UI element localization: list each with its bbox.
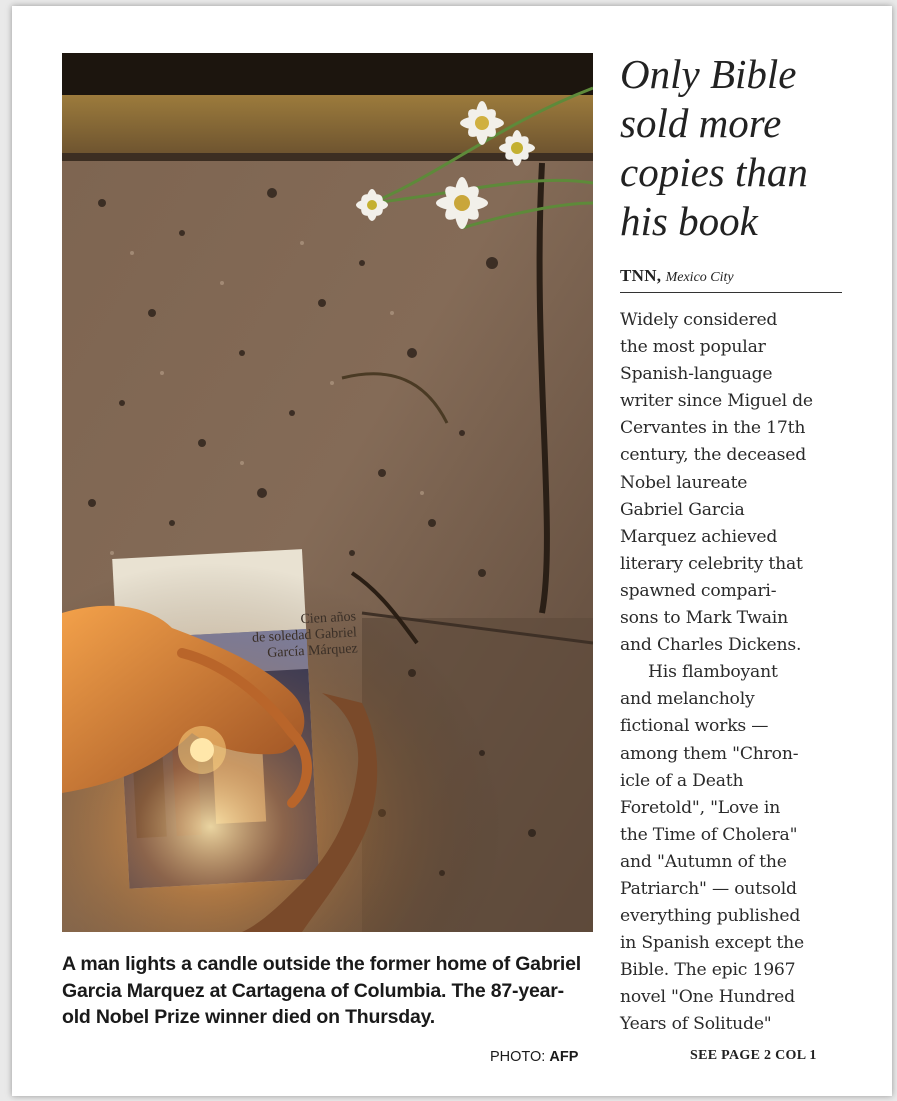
body-line: Marquez achieved [620, 526, 778, 547]
body-line: century, the deceased [620, 445, 807, 466]
body-line: His flamboyant [648, 662, 778, 683]
photo-credit [490, 1049, 578, 1065]
book-cover-title [216, 609, 358, 664]
jump-line[interactable]: SEE PAGE 2 COL 1 [690, 1048, 817, 1063]
book-title-line-3: García Márquez [266, 641, 359, 662]
body-line: sons to Mark Twain [620, 608, 788, 629]
body-line: Patriarch" — outsold [620, 878, 797, 899]
byline-place: Mexico City [665, 270, 734, 285]
body-line: and melancholy [620, 689, 755, 710]
body-line: Bible. The epic 1967 [620, 960, 796, 981]
article-byline [620, 266, 842, 293]
photo-credit-agency: AFP [549, 1049, 579, 1065]
article-body [620, 307, 848, 1039]
byline-agency: TNN, [620, 266, 662, 285]
photo-caption: A man lights a candle outside the former home of Gabriel Garcia Marquez at Cartagena of Columbia. The 87-year-old Nobel Prize winner died on Thursday. [62, 953, 582, 1028]
body-line: fictional works — [620, 716, 769, 737]
body-line: Widely considered [620, 310, 778, 330]
body-line: Foretold", "Love in [620, 797, 781, 818]
body-line: and "Autumn of the [620, 851, 787, 872]
body-line: Cervantes in the 17th [620, 418, 806, 439]
photo-illustration [62, 53, 593, 932]
body-line: among them "Chron- [620, 743, 799, 764]
body-line: spawned compari- [620, 580, 777, 601]
body-line: Years of Solitude" [620, 1014, 772, 1035]
photo-credit-prefix: PHOTO: [490, 1049, 546, 1065]
body-line: novel "One Hundred [620, 987, 795, 1008]
body-line: icle of a Death [620, 770, 744, 791]
book-title-line-2: de soledad Gabriel [251, 625, 358, 646]
body-line: the Time of Cholera" [620, 824, 798, 845]
body-line: the most popular [620, 337, 766, 358]
body-line: Nobel laureate [620, 472, 748, 493]
news-photo [62, 53, 593, 932]
body-line: writer since Miguel de [620, 391, 813, 412]
body-line: and Charles Dickens. [620, 635, 802, 656]
body-line: in Spanish except the [620, 933, 804, 954]
body-line: Spanish-language [620, 364, 773, 385]
book-title-line-1: Cien años [300, 609, 357, 628]
body-line: everything published [620, 906, 801, 927]
body-line: Gabriel Garcia [620, 499, 745, 520]
article-headline: Only Bible sold more copies than his book [620, 51, 808, 244]
body-line: literary celebrity that [620, 553, 803, 574]
